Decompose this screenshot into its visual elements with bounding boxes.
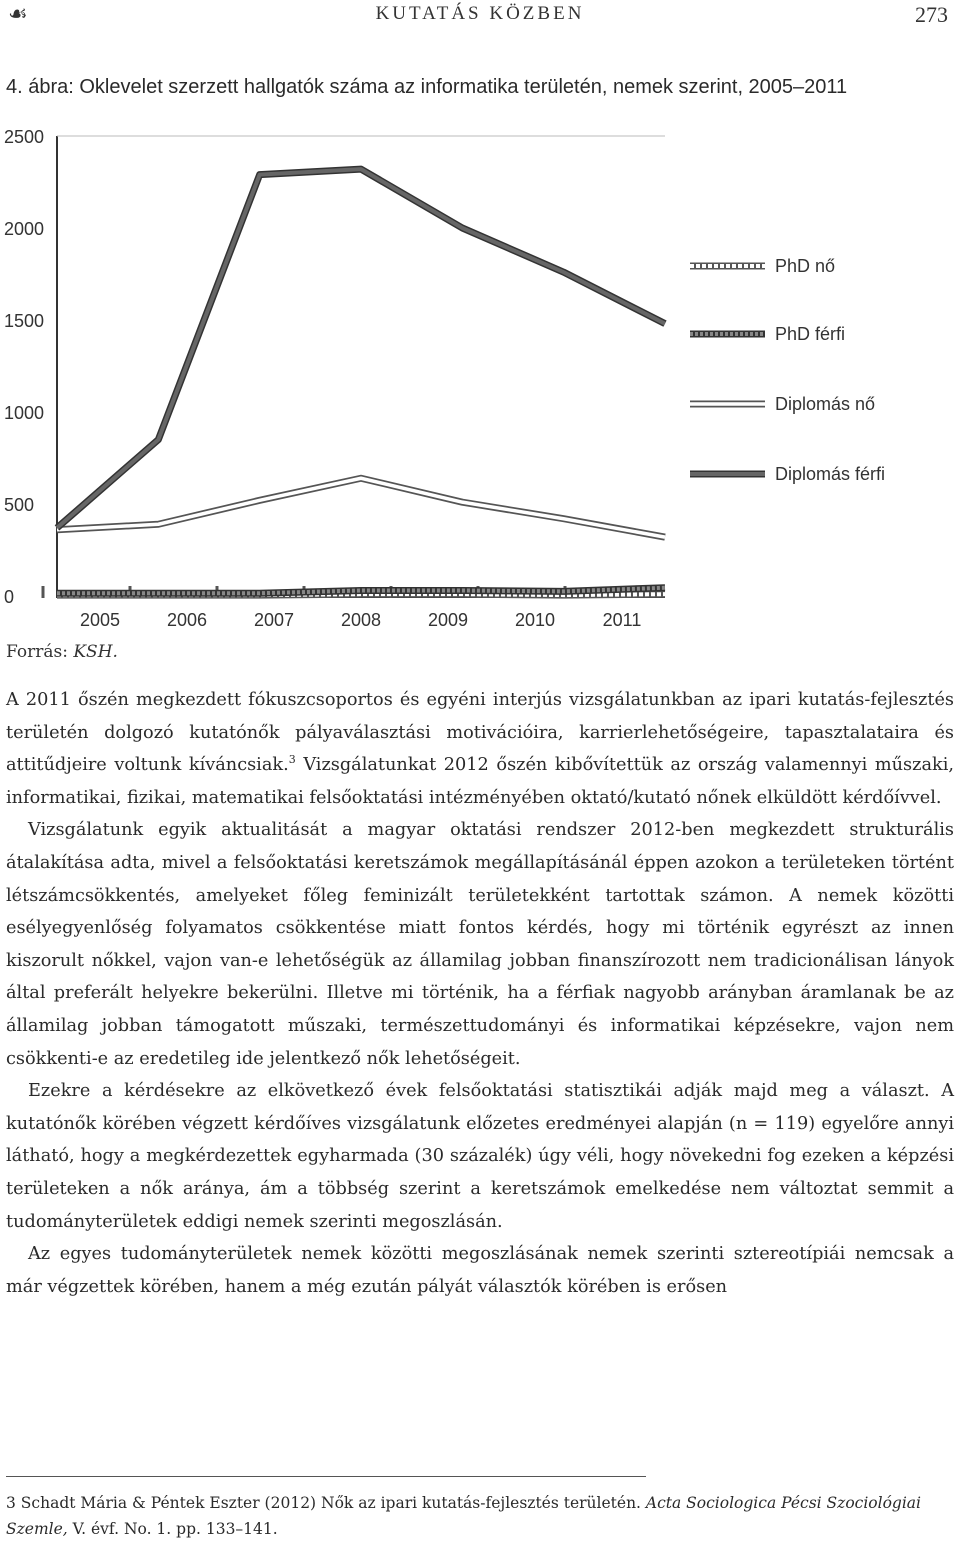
x-tick-label: 2011 bbox=[602, 610, 642, 630]
paragraph-2: Vizsgálatunk egyik aktualitását a magyar oktatási rendszer 2012-ben megkezdett strukturális átalakítása adta, mivel a felsőoktatási keretszámok megállapításánál éppen azokon a területeken történt létszámcsökkentés, amelyeket főleg feminizált területekként tartottak számon. A nemek közötti esélyegyenlőség folyamatos csökkentése miatt fontos kérdés, hogy mi történik egyrészt az innen kiszorult nőkkel, vajon van-e lehetőségük az államilag jobban finanszírozott nem tradicionálisan lányok által preferált helyekre bekerülni. Illetve mi történik, ha a férfiak nagyobb arányban áramlanak be az államilag jobban támogatott műszaki, természettudományi és informatikai képzésekre, vajon nem csökkenti-e az eredetileg ide jelentkező nők lehetőségeit. bbox=[6, 820, 954, 1069]
legend-label: Diplomás nő bbox=[775, 394, 876, 414]
y-tick-label: 2000 bbox=[4, 219, 45, 239]
series-line-2 bbox=[57, 478, 665, 537]
line-chart bbox=[0, 120, 960, 640]
article-body bbox=[6, 684, 954, 1303]
x-tick-label: 2009 bbox=[427, 610, 469, 630]
legend-label: PhD férfi bbox=[775, 324, 846, 344]
paragraph-1-text: A 2011 őszén megkezdett fókuszcsoportos és egyéni interjús vizsgálatunkban az ipari kutatás-fejlesztés területén dolgozó kutatónők pályaválasztási motivációira, karrierlehetőségeire, tapasztalataira és attitűdjeire voltunk kíváncsiak. bbox=[6, 690, 954, 776]
paragraph-4: Az egyes tudományterületek nemek közötti megoszlásának nemek szerinti sztereotípiái nemcsak a már végzettek körében, hanem a még ezután pályát választók körében is erősen bbox=[6, 1244, 954, 1297]
source-label: Forrás: bbox=[6, 642, 74, 662]
footnote bbox=[6, 1490, 954, 1542]
footnote-rule bbox=[6, 1476, 646, 1477]
y-tick-label: 1000 bbox=[4, 403, 45, 423]
x-tick-label: 2005 bbox=[79, 610, 121, 630]
x-tick-label: 2007 bbox=[253, 610, 295, 630]
page-number: 273 bbox=[915, 2, 948, 27]
y-tick-label: 1500 bbox=[4, 311, 45, 331]
footnote-journal: Acta Sociologica Pécsi Szociológiai Szemle, bbox=[6, 1494, 921, 1538]
legend-label: Diplomás férfi bbox=[775, 464, 886, 484]
legend-label: PhD nő bbox=[775, 256, 836, 276]
figure-source bbox=[6, 642, 118, 662]
fleuron-icon: ☙ bbox=[8, 2, 28, 27]
footnote-text: Schadt Mária & Péntek Eszter (2012) Nők az ipari kutatás-fejlesztés területén. bbox=[15, 1494, 646, 1512]
running-title: KUTATÁS KÖZBEN bbox=[375, 3, 585, 24]
y-tick-label: 2500 bbox=[4, 127, 45, 147]
series-line-3 bbox=[57, 169, 665, 528]
footnote-ref[interactable]: 3 bbox=[288, 753, 296, 767]
y-tick-label: 0 bbox=[4, 587, 15, 607]
figure-title: 4. ábra: Oklevelet szerzett hallgatók száma az informatika területén, nemek szerint, 2005–2011 bbox=[6, 76, 848, 98]
source-value: KSH. bbox=[73, 642, 118, 662]
series-line-3-inner bbox=[57, 169, 665, 528]
x-tick-label: 2010 bbox=[514, 610, 556, 630]
paragraph-1-text-cont: Vizsgálatunkat 2012 őszén kibővítettük az ország valamennyi műszaki, informatikai, fizikai, matematikai felsőoktatási intézményében oktató/kutató nőnek elküldött kérdőívvel. bbox=[6, 755, 954, 808]
footnote-text-end: V. évf. No. 1. pp. 133–141. bbox=[67, 1520, 278, 1538]
paragraph-1 bbox=[6, 684, 954, 814]
y-tick-label: 500 bbox=[4, 495, 35, 515]
paragraph-3: Ezekre a kérdésekre az elkövetkező évek felsőoktatási statisztikái adják majd meg a választ. A kutatónők körében végzett kérdőíves vizsgálatunk előzetes eredményei alapján (n = 119) egyelőre annyi látható, hogy a megkérdezettek egyharmada (30 százalék) úgy véli, hogy növekedni fog ezeken a képzési területeken a nők aránya, ám a többség szerint a keretszámok emelkedése nem változtat semmit a tudományterületek eddigi nemek szerinti megoszlásán. bbox=[6, 1081, 954, 1232]
footnote-number: 3 bbox=[6, 1494, 16, 1512]
x-tick-label: 2008 bbox=[340, 610, 382, 630]
running-head bbox=[0, 0, 960, 36]
x-tick-label: 2006 bbox=[166, 610, 208, 630]
